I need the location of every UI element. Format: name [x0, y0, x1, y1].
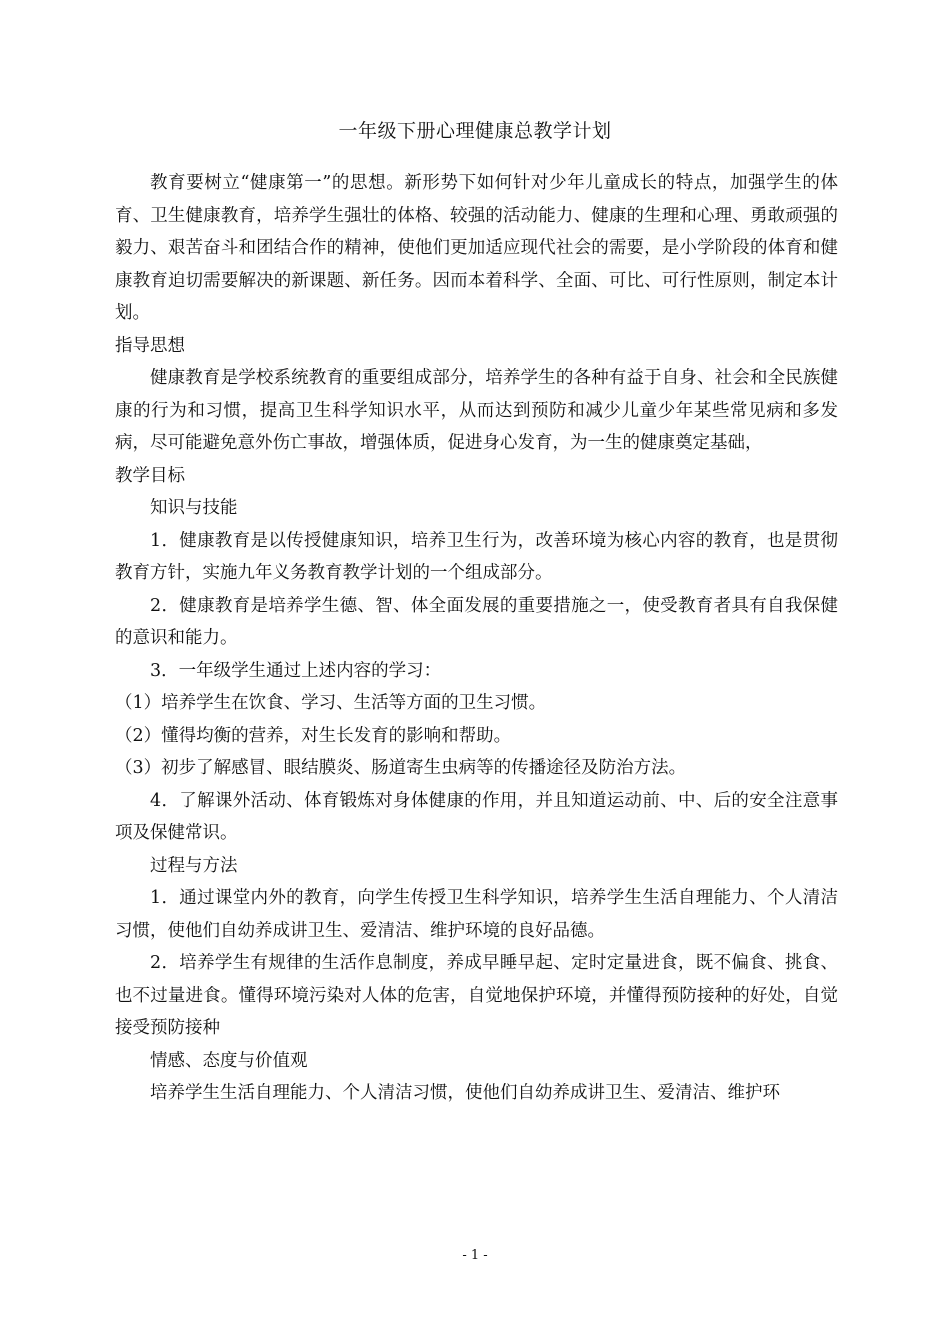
section-heading-guiding-ideas: 指导思想 — [115, 335, 185, 356]
knowledge-subitem-2: （2）懂得均衡的营养，对生长发育的影响和帮助。 — [115, 725, 512, 746]
knowledge-item-3: 3．一年级学生通过上述内容的学习： — [150, 660, 442, 681]
knowledge-item-2: 2．健康教育是培养学生德、智、体全面发展的重要措施之一，使受教育者具有自我保健的意识和能力。 — [115, 595, 838, 648]
subheading-process-methods: 过程与方法 — [150, 855, 238, 876]
knowledge-item-1: 1．健康教育是以传授健康知识，培养卫生行为，改善环境为核心内容的教育，也是贯彻教育方针，实施九年义务教育教学计划的一个组成部分。 — [115, 530, 838, 583]
process-item-2: 2．培养学生有规律的生活作息制度，养成早睡早起、定时定量进食，既不偏食、挑食、也不过量进食。懂得环境污染对人体的危害，自觉地保护环境，并懂得预防接种的好处，自觉接受预防接种 — [115, 953, 838, 1038]
emotion-paragraph: 培养学生生活自理能力、个人清洁习惯，使他们自幼养成讲卫生、爱清洁、维护环 — [150, 1083, 780, 1103]
process-item-1: 1．通过课堂内外的教育，向学生传授卫生科学知识，培养学生生活自理能力、个人清洁习惯，使他们自幼养成讲卫生、爱清洁、维护环境的良好品德。 — [115, 888, 838, 941]
subheading-emotion-attitude-values: 情感、态度与价值观 — [150, 1050, 308, 1071]
page-number: - 1 - — [462, 1248, 488, 1263]
section-heading-teaching-goals: 教学目标 — [115, 465, 185, 486]
document-body — [115, 167, 838, 1110]
knowledge-subitem-1: （1）培养学生在饮食、学习、生活等方面的卫生习惯。 — [115, 693, 547, 713]
subheading-knowledge-skills: 知识与技能 — [150, 498, 238, 518]
knowledge-subitem-3: （3）初步了解感冒、眼结膜炎、肠道寄生虫病等的传播途径及防治方法。 — [115, 758, 687, 778]
intro-paragraph: 教育要树立“健康第一”的思想。新形势下如何针对少年儿童成长的特点，加强学生的体育、卫生健康教育，培养学生强壮的体格、较强的活动能力、健康的生理和心理、勇敢顽强的毅力、艰苦奋斗和团结合作的精神，使他们更加适应现代社会的需要，是小学阶段的体育和健康教育迫切需要解决的新课题、新任务。因而本着科学、全面、可比、可行性原则，制定本计划。 — [115, 173, 838, 323]
knowledge-item-4: 4．了解课外活动、体育锻炼对身体健康的作用，并且知道运动前、中、后的安全注意事项及保健常识。 — [115, 790, 838, 843]
guiding-ideas-paragraph: 健康教育是学校系统教育的重要组成部分，培养学生的各种有益于自身、社会和全民族健康的行为和习惯，提高卫生科学知识水平，从而达到预防和减少儿童少年某些常见病和多发病，尽可能避免意外伤亡事故，增强体质，促进身心发育，为一生的健康奠定基础， — [115, 368, 838, 453]
document-title: 一年级下册心理健康总教学计划 — [338, 120, 612, 142]
